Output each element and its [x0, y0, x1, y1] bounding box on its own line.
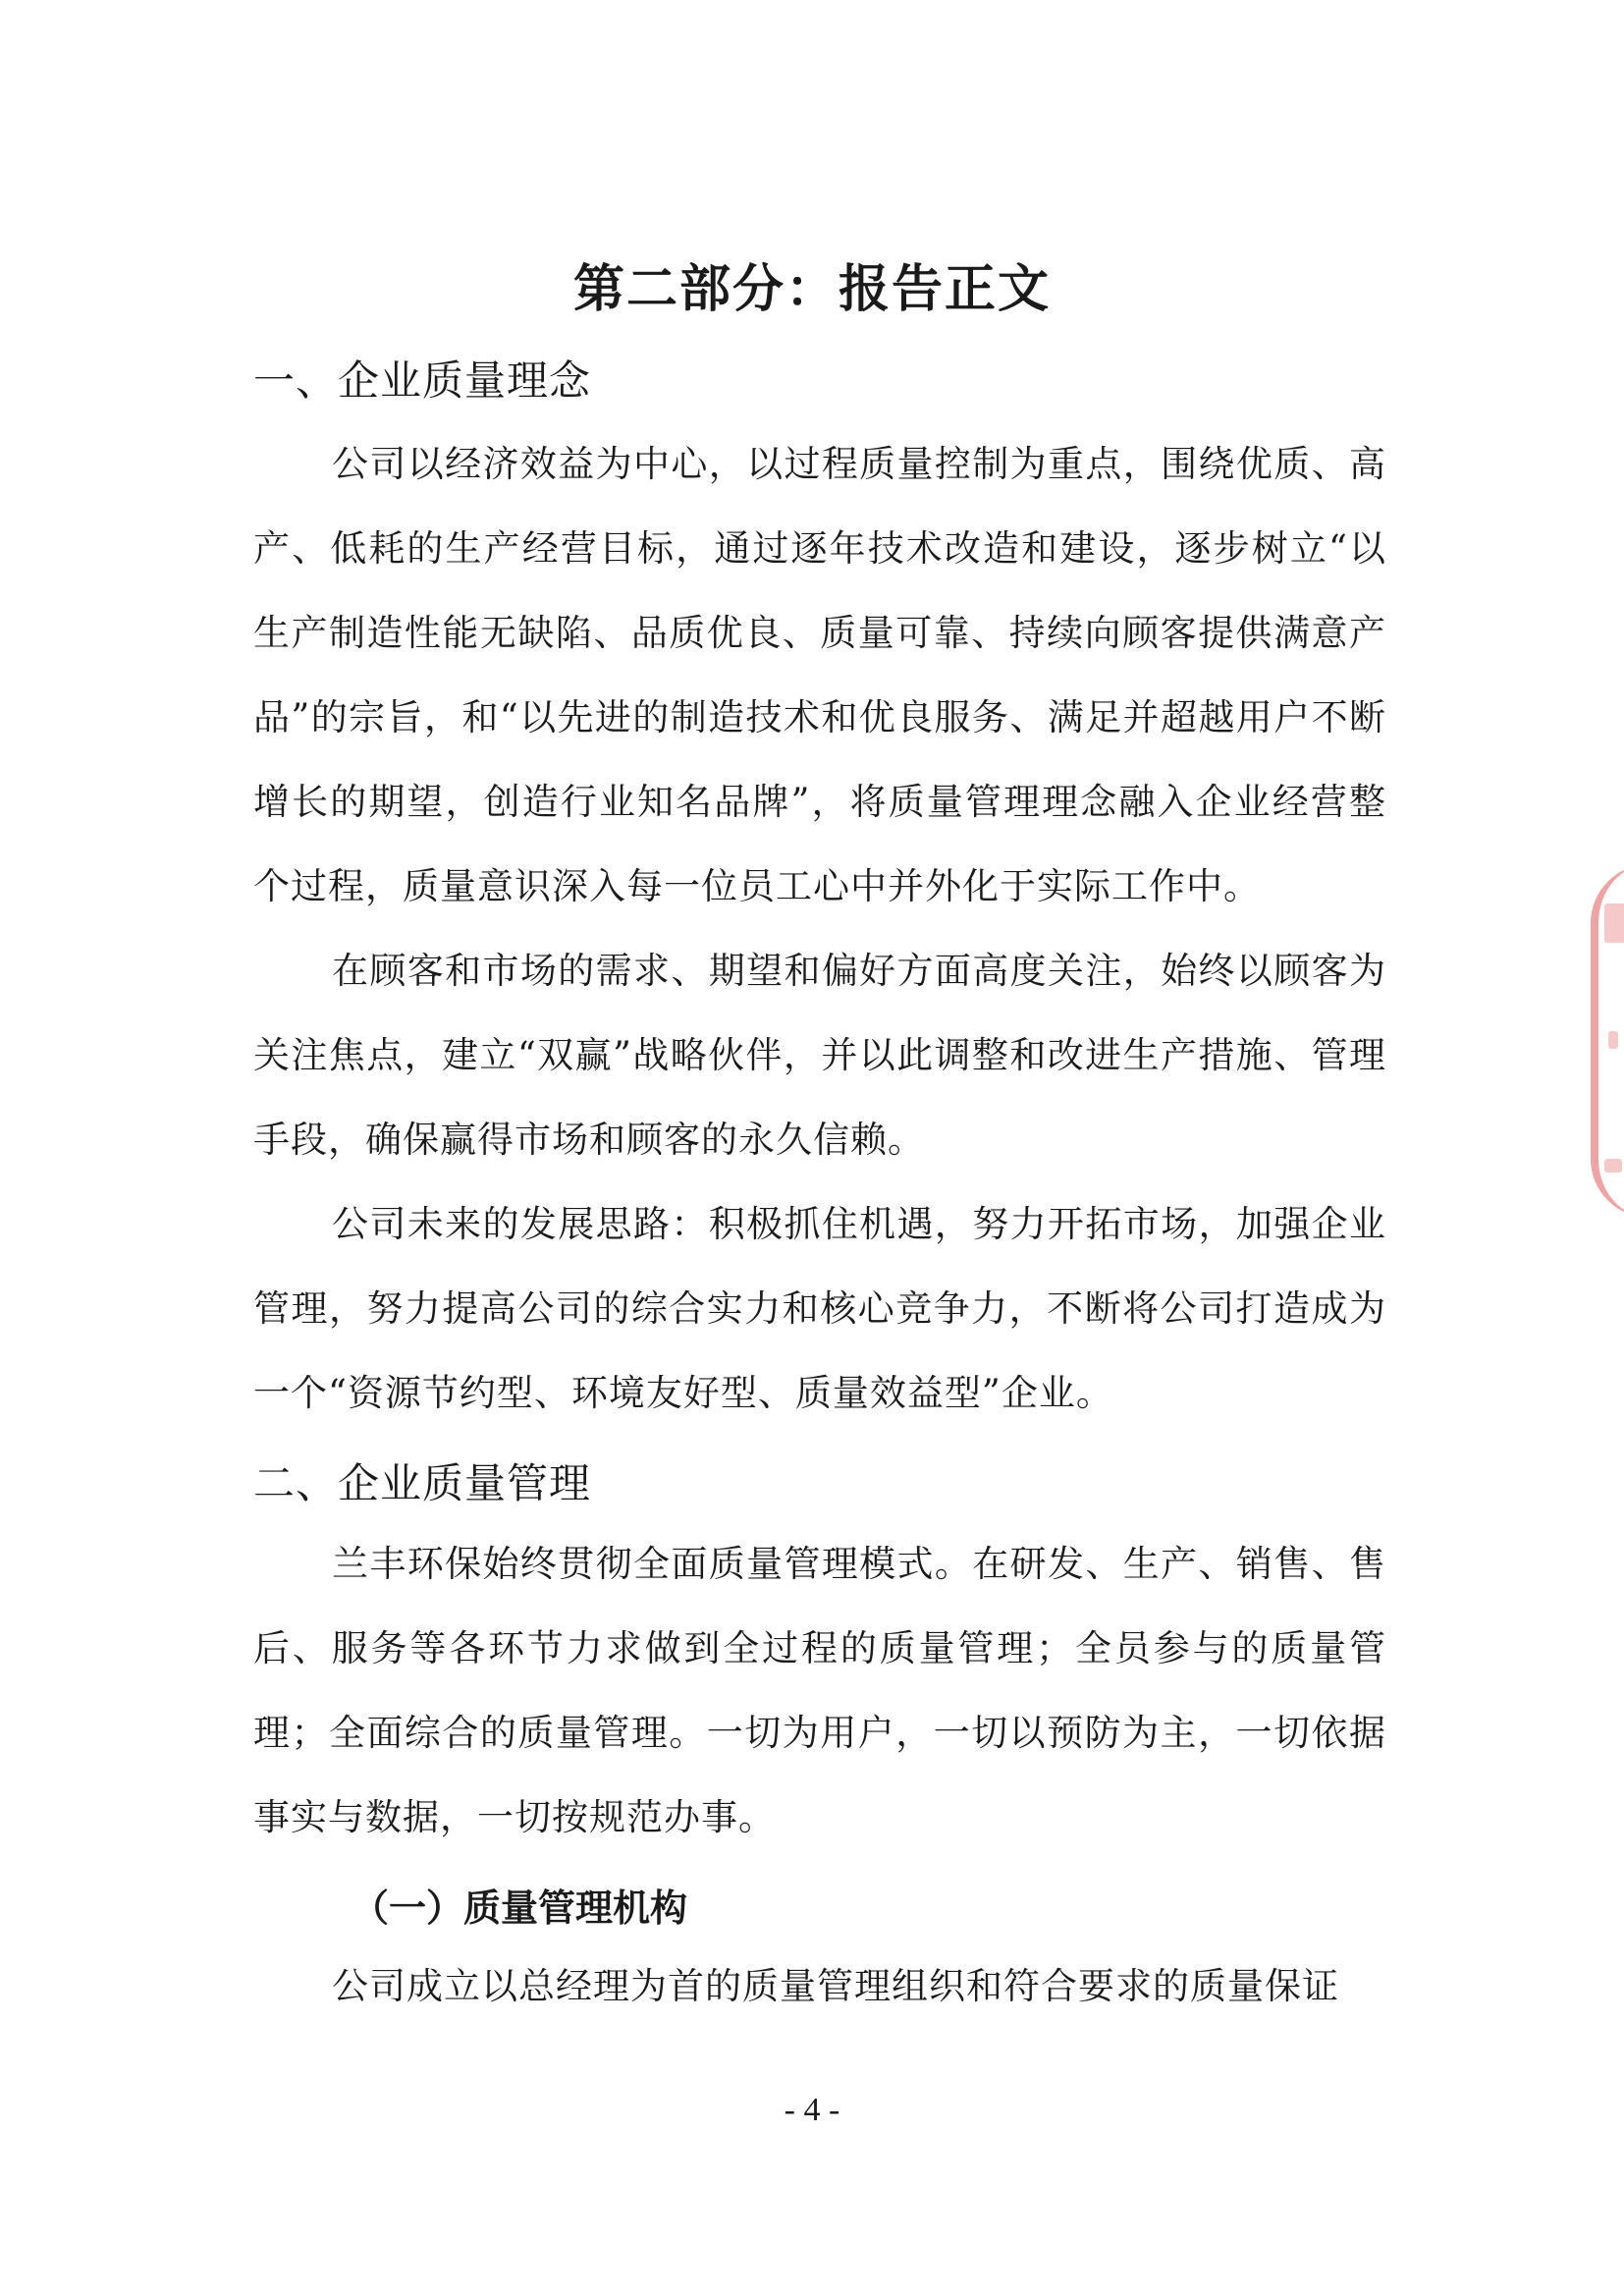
paragraph-quality-philosophy-1: 公司以经济效益为中心，以过程质量控制为重点，围绕优质、高产、低耗的生产经营目标，通过逐年技术改造和建设，逐步树立“以生产制造性能无缺陷、品质优良、质量可靠、持续向顾客提供满意产品”的宗旨，和“以先进的制造技术和优良服务、满足并超越用户不断增长的期望，创造行业知名品牌”，将质量管理理念融入企业经营整个过程，质量意识深入每一位员工心中并外化于实际工作中。 — [253, 443, 1386, 907]
page-number: - 4 - — [784, 2092, 840, 2128]
section-heading-quality-management: 二、企业质量管理 — [253, 1459, 592, 1507]
subsection-heading-quality-organization: （一）质量管理机构 — [352, 1886, 688, 1930]
paragraph-quality-philosophy-2: 在顾客和市场的需求、期望和偏好方面高度关注，始终以顾客为关注焦点，建立“双赢”战略伙伴，并以此调整和改进生产措施、管理手段，确保赢得市场和顾客的永久信赖。 — [253, 950, 1386, 1161]
seal-fragment-mark — [1608, 1031, 1618, 1049]
red-seal-stamp-edge — [1591, 864, 1624, 1218]
paragraph-quality-philosophy-3: 公司未来的发展思路：积极抓住机遇，努力开拓市场，加强企业管理，努力提高公司的综合实力和核心竞争力，不断将公司打造成为一个“资源节约型、环境友好型、质量效益型”企业。 — [253, 1203, 1386, 1414]
paragraph-quality-management-1: 兰丰环保始终贯彻全面质量管理模式。在研发、生产、销售、售后、服务等各环节力求做到全过程的质量管理；全员参与的质量管理；全面综合的质量管理。一切为用户，一切以预防为主，一切依据事实与数据，一切按规范办事。 — [253, 1543, 1386, 1838]
paragraph-quality-organization: 公司成立以总经理为首的质量管理组织和符合要求的质量保证 — [332, 1965, 1339, 2007]
page-title: 第二部分：报告正文 — [572, 260, 1051, 319]
section-heading-quality-philosophy: 一、企业质量理念 — [253, 356, 592, 405]
seal-fragment-mark — [1604, 903, 1624, 943]
seal-fragment-mark — [1604, 1159, 1622, 1173]
